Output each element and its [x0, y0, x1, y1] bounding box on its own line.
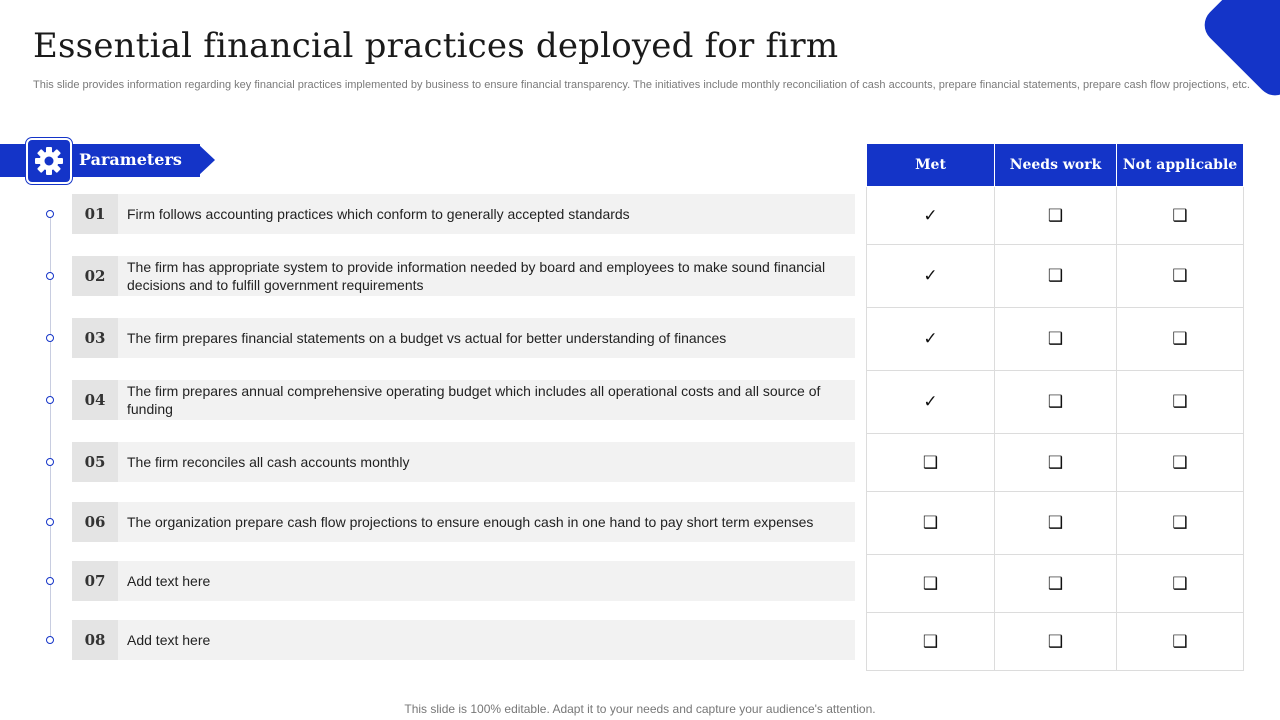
needs-work-cell[interactable]: ❑ — [995, 613, 1117, 671]
timeline-dot — [46, 272, 54, 280]
met-cell[interactable]: ❑ — [867, 613, 995, 671]
status-header-row — [867, 144, 1244, 187]
row-text: The firm prepares annual comprehensive operating budget which includes all operational costs and all source of funding — [127, 383, 821, 417]
column-header-not-applicable: Not applicable — [1117, 144, 1244, 187]
not-applicable-cell[interactable]: ❑ — [1117, 434, 1244, 492]
not-applicable-cell[interactable]: ❑ — [1117, 371, 1244, 434]
parameter-row — [72, 561, 855, 601]
needs-work-cell[interactable]: ❑ — [995, 371, 1117, 434]
parameters-banner-arrow — [198, 144, 215, 176]
parameters-icon-box — [26, 138, 72, 184]
row-number: 07 — [72, 561, 118, 601]
timeline-dot — [46, 210, 54, 218]
met-cell[interactable]: ✓ — [867, 187, 995, 245]
column-header-needs-work: Needs work — [995, 144, 1117, 187]
parameter-row — [72, 380, 855, 420]
met-cell[interactable]: ❑ — [867, 434, 995, 492]
parameter-row — [72, 256, 855, 296]
row-text: Firm follows accounting practices which conform to generally accepted standards — [127, 206, 630, 222]
needs-work-cell[interactable]: ❑ — [995, 187, 1117, 245]
footer-note: This slide is 100% editable. Adapt it to your needs and capture your audience's attention. — [404, 702, 876, 716]
met-cell[interactable]: ✓ — [867, 308, 995, 371]
row-text: The firm has appropriate system to provide information needed by board and employees to make sound financial decisions and to fulfill government requirements — [127, 259, 826, 293]
not-applicable-cell[interactable]: ❑ — [1117, 308, 1244, 371]
timeline-dot — [46, 518, 54, 526]
met-cell[interactable]: ❑ — [867, 492, 995, 555]
status-table — [866, 143, 1244, 671]
row-text: The firm prepares financial statements on a budget vs actual for better understanding of finances — [127, 330, 727, 346]
needs-work-cell[interactable]: ❑ — [995, 492, 1117, 555]
status-row — [867, 187, 1244, 245]
needs-work-cell[interactable]: ❑ — [995, 434, 1117, 492]
row-number: 08 — [72, 620, 118, 660]
status-row — [867, 613, 1244, 671]
not-applicable-cell[interactable]: ❑ — [1117, 492, 1244, 555]
timeline-dot — [46, 636, 54, 644]
gear-icon — [33, 145, 65, 177]
status-row — [867, 245, 1244, 308]
row-number: 02 — [72, 256, 118, 296]
needs-work-cell[interactable]: ❑ — [995, 555, 1117, 613]
not-applicable-cell[interactable]: ❑ — [1117, 613, 1244, 671]
column-header-met: Met — [867, 144, 995, 187]
row-number: 04 — [72, 380, 118, 420]
status-row — [867, 492, 1244, 555]
timeline-dot — [46, 458, 54, 466]
row-text: Add text here — [127, 573, 211, 589]
not-applicable-cell[interactable]: ❑ — [1117, 245, 1244, 308]
not-applicable-cell[interactable]: ❑ — [1117, 555, 1244, 613]
met-cell[interactable]: ❑ — [867, 555, 995, 613]
row-number: 03 — [72, 318, 118, 358]
row-number: 01 — [72, 194, 118, 234]
row-text: The organization prepare cash flow projections to ensure enough cash in one hand to pay short term expenses — [127, 514, 814, 530]
row-number: 05 — [72, 442, 118, 482]
slide-title: Essential financial practices deployed for firm — [33, 26, 839, 66]
needs-work-cell[interactable]: ❑ — [995, 308, 1117, 371]
status-row — [867, 371, 1244, 434]
status-row — [867, 308, 1244, 371]
not-applicable-cell[interactable]: ❑ — [1117, 187, 1244, 245]
status-row — [867, 434, 1244, 492]
timeline-dot — [46, 396, 54, 404]
status-row — [867, 555, 1244, 613]
parameter-row — [72, 442, 855, 482]
parameter-row — [72, 194, 855, 234]
parameter-row — [72, 318, 855, 358]
parameter-row — [72, 502, 855, 542]
row-number: 06 — [72, 502, 118, 542]
needs-work-cell[interactable]: ❑ — [995, 245, 1117, 308]
timeline-dot — [46, 577, 54, 585]
met-cell[interactable]: ✓ — [867, 371, 995, 434]
row-text: The firm reconciles all cash accounts monthly — [127, 454, 410, 470]
met-cell[interactable]: ✓ — [867, 245, 995, 308]
timeline-dot — [46, 334, 54, 342]
slide-subtitle: This slide provides information regarding key financial practices implemented by business to ensure financial transparency. The initiatives include monthly reconciliation of cash accounts, prepare financial statements, prepare cash flow projections, etc. — [33, 79, 1250, 91]
row-text: Add text here — [127, 632, 211, 648]
parameter-row — [72, 620, 855, 660]
parameters-label: Parameters — [79, 150, 182, 169]
